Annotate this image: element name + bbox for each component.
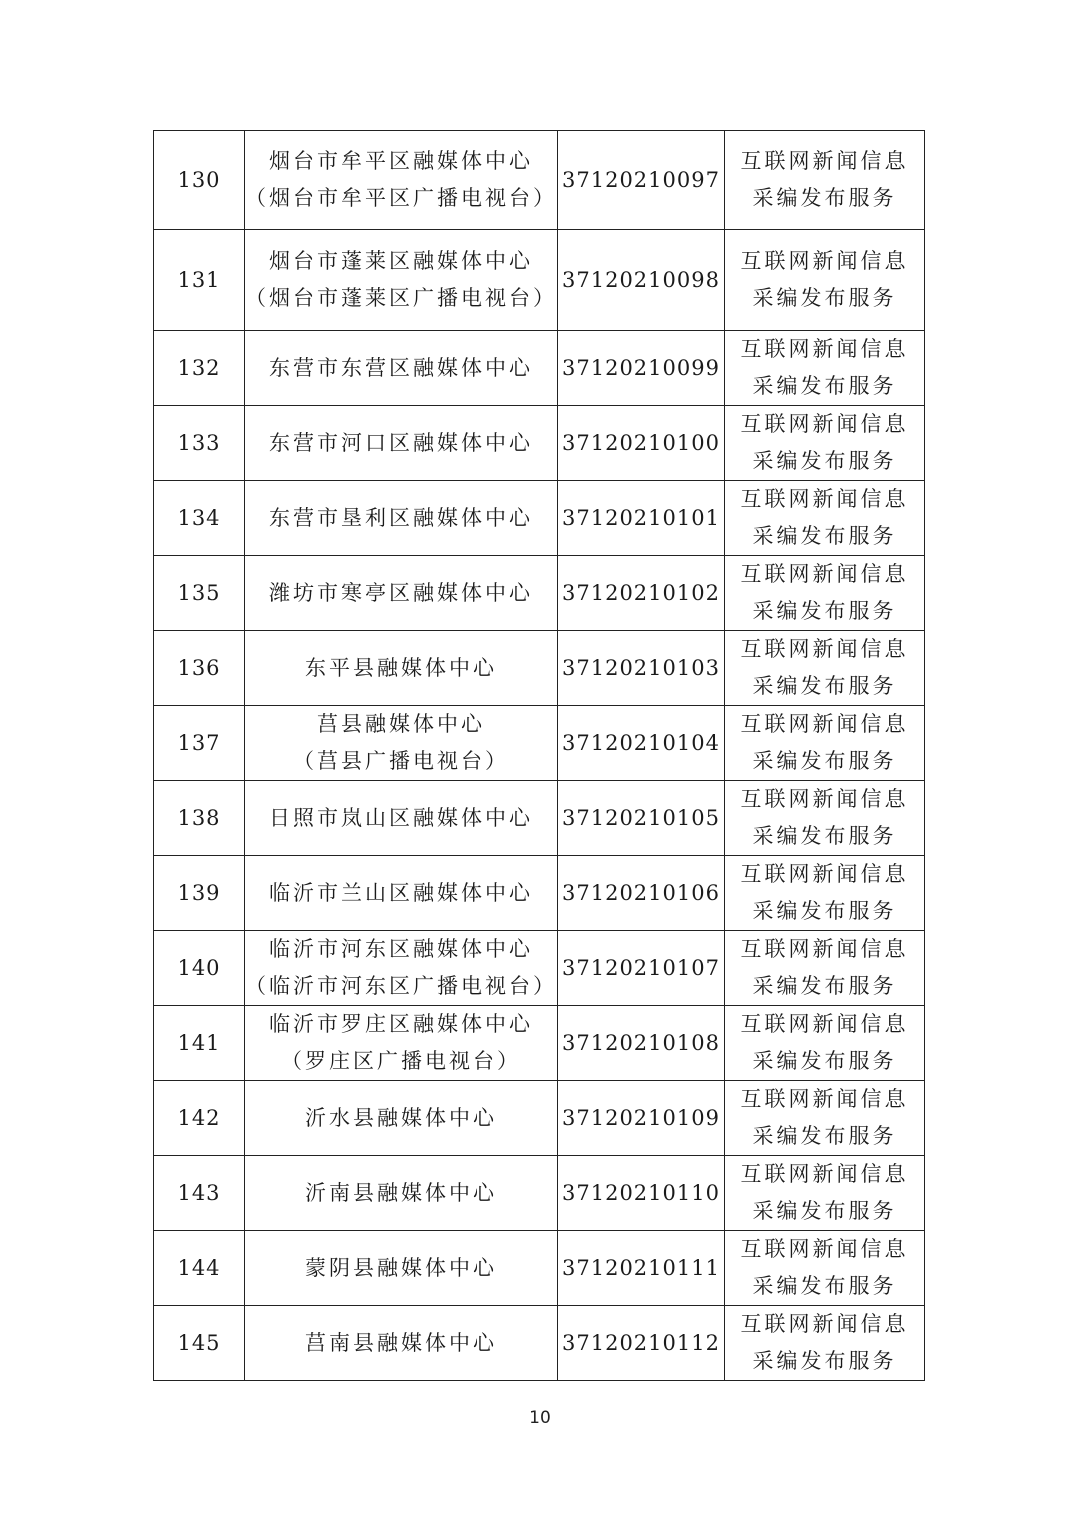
service-type-line: 互联网新闻信息 [740, 337, 909, 361]
license-code: 37120210106 [558, 856, 725, 931]
organization-name-line: 烟台市蓬莱区融媒体中心 [269, 249, 533, 273]
service-type [725, 706, 925, 781]
row-number: 133 [154, 406, 245, 481]
service-type [725, 856, 925, 931]
organization-name-line: 日照市岚山区融媒体中心 [269, 805, 533, 830]
service-type-line: 互联网新闻信息 [740, 1012, 909, 1036]
organization-name [245, 481, 558, 556]
organization-name [245, 131, 558, 230]
organization-name [245, 230, 558, 331]
table-row [154, 781, 925, 856]
table-row [154, 856, 925, 931]
service-type [725, 1156, 925, 1231]
service-type [725, 331, 925, 406]
service-type-line: 采编发布服务 [752, 186, 897, 210]
organization-name-line: 临沂市罗庄区融媒体中心 [269, 1012, 533, 1036]
page-number: 10 [529, 1408, 551, 1428]
row-number: 132 [154, 331, 245, 406]
registry-table [153, 130, 925, 1381]
organization-name-line: 潍坊市寒亭区融媒体中心 [269, 580, 533, 605]
table-row [154, 1006, 925, 1081]
organization-name [245, 556, 558, 631]
organization-name [245, 931, 558, 1006]
service-type-line: 采编发布服务 [752, 286, 897, 310]
license-code: 37120210108 [558, 1006, 725, 1081]
service-type-line: 互联网新闻信息 [740, 1162, 909, 1186]
organization-name-line: 东营市东营区融媒体中心 [269, 355, 533, 380]
service-type [725, 1006, 925, 1081]
organization-name [245, 1156, 558, 1231]
table-row [154, 1306, 925, 1381]
organization-name-line: 东平县融媒体中心 [305, 655, 497, 680]
service-type-line: 采编发布服务 [752, 749, 897, 773]
service-type-line: 采编发布服务 [752, 374, 897, 398]
organization-name-line: 临沂市河东区融媒体中心 [269, 937, 533, 961]
organization-name [245, 1306, 558, 1381]
organization-name-line: 临沂市兰山区融媒体中心 [269, 880, 533, 905]
table-row [154, 131, 925, 230]
organization-name-line: 烟台市牟平区融媒体中心 [269, 149, 533, 173]
license-code: 37120210111 [558, 1231, 725, 1306]
license-code: 37120210112 [558, 1306, 725, 1381]
license-code: 37120210100 [558, 406, 725, 481]
service-type-line: 互联网新闻信息 [740, 562, 909, 586]
row-number: 137 [154, 706, 245, 781]
table-row [154, 1156, 925, 1231]
table-row [154, 1231, 925, 1306]
license-code: 37120210097 [558, 131, 725, 230]
service-type-line: 采编发布服务 [752, 1049, 897, 1073]
organization-name [245, 1231, 558, 1306]
organization-name-line: 东营市垦利区融媒体中心 [269, 505, 533, 530]
table-row [154, 556, 925, 631]
service-type [725, 481, 925, 556]
row-number: 139 [154, 856, 245, 931]
service-type-line: 互联网新闻信息 [740, 1312, 909, 1336]
organization-name-line: 莒县融媒体中心 [317, 712, 485, 736]
organization-name [245, 1081, 558, 1156]
license-code: 37120210104 [558, 706, 725, 781]
service-type-line: 采编发布服务 [752, 599, 897, 623]
organization-name-line: （烟台市蓬莱区广播电视台） [245, 286, 557, 310]
organization-name-line: 莒南县融媒体中心 [305, 1330, 497, 1355]
service-type-line: 采编发布服务 [752, 1274, 897, 1298]
row-number: 145 [154, 1306, 245, 1381]
row-number: 141 [154, 1006, 245, 1081]
service-type [725, 781, 925, 856]
service-type-line: 采编发布服务 [752, 674, 897, 698]
row-number: 140 [154, 931, 245, 1006]
service-type [725, 406, 925, 481]
row-number: 142 [154, 1081, 245, 1156]
service-type-line: 互联网新闻信息 [740, 412, 909, 436]
service-type-line: 互联网新闻信息 [740, 712, 909, 736]
row-number: 131 [154, 230, 245, 331]
organization-name-line: （莒县广播电视台） [293, 749, 509, 773]
license-code: 37120210110 [558, 1156, 725, 1231]
organization-name [245, 1006, 558, 1081]
organization-name-line: 沂水县融媒体中心 [305, 1105, 497, 1130]
organization-name [245, 706, 558, 781]
organization-name [245, 631, 558, 706]
row-number: 138 [154, 781, 245, 856]
service-type [725, 556, 925, 631]
service-type [725, 1081, 925, 1156]
service-type-line: 采编发布服务 [752, 824, 897, 848]
service-type-line: 互联网新闻信息 [740, 1087, 909, 1111]
license-code: 37120210109 [558, 1081, 725, 1156]
service-type-line: 采编发布服务 [752, 899, 897, 923]
row-number: 134 [154, 481, 245, 556]
service-type [725, 230, 925, 331]
license-code: 37120210107 [558, 931, 725, 1006]
table-row [154, 1081, 925, 1156]
organization-name [245, 781, 558, 856]
service-type-line: 采编发布服务 [752, 1124, 897, 1148]
service-type-line: 互联网新闻信息 [740, 862, 909, 886]
license-code: 37120210101 [558, 481, 725, 556]
service-type-line: 采编发布服务 [752, 449, 897, 473]
license-code: 37120210099 [558, 331, 725, 406]
service-type [725, 931, 925, 1006]
service-type-line: 互联网新闻信息 [740, 487, 909, 511]
organization-name-line: （烟台市牟平区广播电视台） [245, 186, 557, 210]
table-row [154, 931, 925, 1006]
row-number: 136 [154, 631, 245, 706]
service-type [725, 631, 925, 706]
organization-name-line: 蒙阴县融媒体中心 [305, 1255, 497, 1280]
service-type-line: 采编发布服务 [752, 524, 897, 548]
service-type-line: 互联网新闻信息 [740, 637, 909, 661]
organization-name [245, 406, 558, 481]
organization-name [245, 856, 558, 931]
service-type-line: 互联网新闻信息 [740, 787, 909, 811]
license-code: 37120210102 [558, 556, 725, 631]
row-number: 144 [154, 1231, 245, 1306]
table-row [154, 631, 925, 706]
organization-name-line: 沂南县融媒体中心 [305, 1180, 497, 1205]
service-type [725, 1231, 925, 1306]
license-code: 37120210098 [558, 230, 725, 331]
row-number: 130 [154, 131, 245, 230]
organization-name [245, 331, 558, 406]
table-row [154, 230, 925, 331]
registry-table-body [154, 131, 925, 1381]
license-code: 37120210103 [558, 631, 725, 706]
service-type-line: 采编发布服务 [752, 974, 897, 998]
table-row [154, 706, 925, 781]
service-type-line: 采编发布服务 [752, 1199, 897, 1223]
service-type [725, 131, 925, 230]
service-type-line: 互联网新闻信息 [740, 149, 909, 173]
table-row [154, 331, 925, 406]
organization-name-line: （罗庄区广播电视台） [281, 1049, 521, 1073]
row-number: 135 [154, 556, 245, 631]
service-type-line: 互联网新闻信息 [740, 249, 909, 273]
service-type-line: 采编发布服务 [752, 1349, 897, 1373]
organization-name-line: （临沂市河东区广播电视台） [245, 974, 557, 998]
table-row [154, 481, 925, 556]
organization-name-line: 东营市河口区融媒体中心 [269, 430, 533, 455]
service-type-line: 互联网新闻信息 [740, 937, 909, 961]
row-number: 143 [154, 1156, 245, 1231]
service-type [725, 1306, 925, 1381]
service-type-line: 互联网新闻信息 [740, 1237, 909, 1261]
table-row [154, 406, 925, 481]
license-code: 37120210105 [558, 781, 725, 856]
